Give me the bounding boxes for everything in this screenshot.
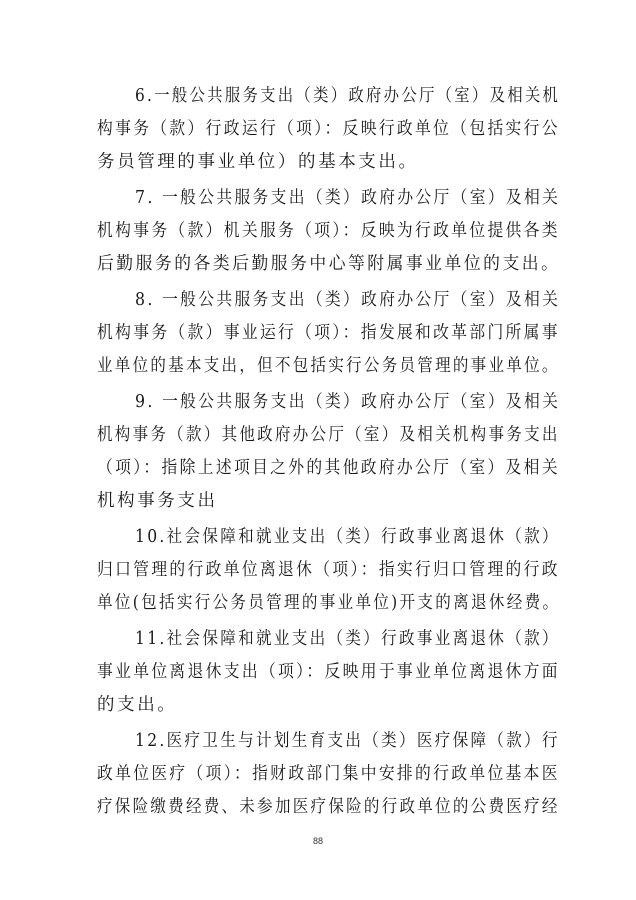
paragraph-7-line-2: 机构事务（款）机关服务（项）：反映为行政单位提供各类 xyxy=(97,221,560,241)
paragraph-11-line-2: 事业单位离退休支出（项）：反映用于事业单位离退休方面 xyxy=(97,662,560,682)
paragraph-7-line-1: 7. 一般公共服务支出（类）政府办公厅（室）及相关 xyxy=(135,188,561,208)
paragraph-11-line-3: 的支出。 xyxy=(97,695,178,715)
paragraph-9-line-4: 机构事务支出 xyxy=(97,491,218,511)
paragraph-12-line-2: 政单位医疗（项）：指财政部门集中安排的行政单位基本医 xyxy=(97,764,560,784)
paragraph-10-line-3: 单位(包括实行公务员管理的事业单位)开支的离退休经费。 xyxy=(97,593,561,613)
paragraph-8-line-1: 8. 一般公共服务支出（类）政府办公厅（室）及相关 xyxy=(135,290,561,310)
paragraph-6-line-3: 务员管理的事业单位）的基本支出。 xyxy=(97,152,419,172)
paragraph-8-line-2: 机构事务（款）事业运行（项）：指发展和改革部门所属事 xyxy=(97,323,560,343)
paragraph-9-line-2: 机构事务（款）其他政府办公厅（室）及相关机构事务支出 xyxy=(97,425,560,445)
paragraph-10-line-1: 10.社会保障和就业支出（类）行政事业离退休（款） xyxy=(135,527,560,547)
paragraph-12-line-1: 12.医疗卫生与计划生育支出（类）医疗保障（款）行 xyxy=(135,731,560,751)
paragraph-6-line-2: 构事务（款）行政运行（项）：反映行政单位（包括实行公 xyxy=(97,119,560,139)
paragraph-9-line-1: 9. 一般公共服务支出（类）政府办公厅（室）及相关 xyxy=(135,392,561,412)
paragraph-7-line-3: 后勤服务的各类后勤服务中心等附属事业单位的支出。 xyxy=(97,254,561,274)
paragraph-6-line-1: 6.一般公共服务支出（类）政府办公厅（室）及相关机 xyxy=(135,86,561,106)
paragraph-9-line-3: （项）：指除上述项目之外的其他政府办公厅（室）及相关 xyxy=(97,458,560,478)
page-number: 88 xyxy=(312,836,323,846)
paragraph-12-line-3: 疗保险缴费经费、未参加医疗保险的行政单位的公费医疗经 xyxy=(97,797,560,817)
paragraph-10-line-2: 归口管理的行政单位离退休（项）：指实行归口管理的行政 xyxy=(97,560,560,580)
paragraph-8-line-3: 业单位的基本支出，但不包括实行公务员管理的事业单位。 xyxy=(97,356,560,376)
paragraph-11-line-1: 11.社会保障和就业支出（类）行政事业离退休（款） xyxy=(135,629,560,649)
